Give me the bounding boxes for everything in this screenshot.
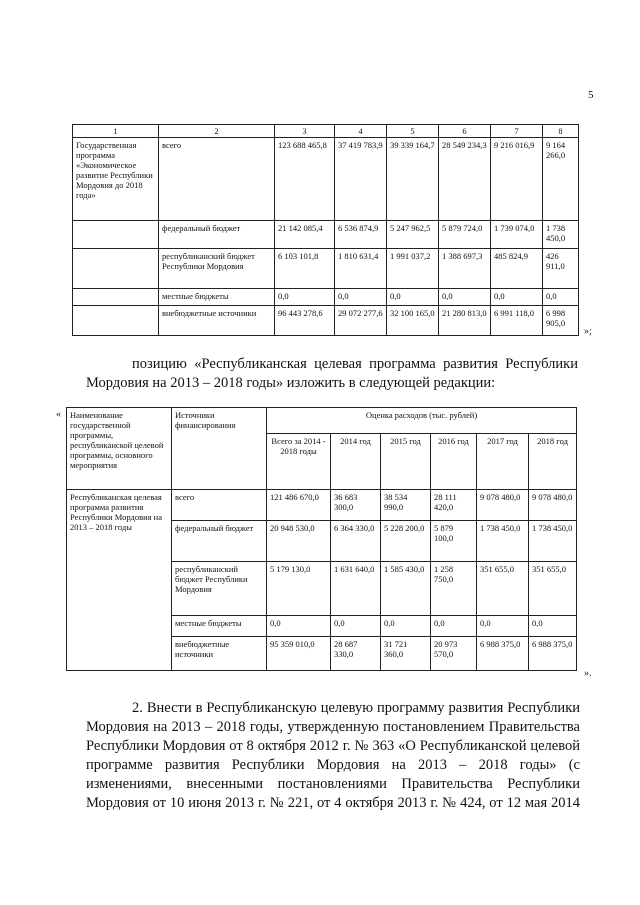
header-col: 2017 год [477,434,529,490]
value-cell: 29 072 277,6 [335,306,387,336]
value-cell: 5 879 724,0 [439,221,491,249]
value-cell: 426 911,0 [543,249,579,289]
source-cell: республиканский бюджет Республики Мордовия [159,249,275,289]
value-cell: 123 688 465,8 [275,138,335,221]
table-row [73,138,579,221]
value-cell: 1 991 037,2 [387,249,439,289]
value-cell: 0,0 [381,616,431,637]
value-cell: 38 534 990,0 [381,490,431,521]
paragraph-2-line: Республики Мордовия от 8 октября 2012 г. № 363 «О Республиканской целевой [86,738,580,754]
table1-end-mark: »; [584,326,592,337]
source-cell: республиканский бюджет Республики Мордовия [172,562,267,616]
paragraph-2-line: 2. Внести в Республиканскую целевую программу развития Республики [132,700,580,716]
header-cell: 2 [159,125,275,138]
value-cell: 0,0 [431,616,477,637]
value-cell: 6 536 874,9 [335,221,387,249]
value-cell: 1 631 640,0 [331,562,381,616]
value-cell: 28 687 330,0 [331,637,381,671]
program-name: Республиканская целевая программа развития Республики Мордовия на 2013 – 2018 годы [67,490,172,671]
paragraph-2-line: программе развития Республики Мордовия на 2013 – 2018 годы» (с [86,757,580,773]
value-cell: 5 247 962,5 [387,221,439,249]
source-cell: внебюджетные источники [172,637,267,671]
source-cell: федеральный бюджет [172,521,267,562]
header-estimate: Оценка расходов (тыс. рублей) [267,408,577,434]
value-cell: 0,0 [529,616,577,637]
value-cell: 6 988 375,0 [529,637,577,671]
value-cell: 9 078 480,0 [477,490,529,521]
value-cell: 6 364 330,0 [331,521,381,562]
value-cell: 20 948 530,0 [267,521,331,562]
table-target-program [66,407,577,671]
table-row [73,306,579,336]
header-col: 2016 год [431,434,477,490]
value-cell: 20 973 570,0 [431,637,477,671]
paragraph-2-line: Мордовия от 10 июня 2013 г. № 221, от 4 октября 2013 г. № 424, от 12 мая 2014 [86,795,580,811]
header-cell: 7 [491,125,543,138]
value-cell: 1 388 697,3 [439,249,491,289]
value-cell: 28 549 234,3 [439,138,491,221]
value-cell: 1 258 750,0 [431,562,477,616]
header-cell: 3 [275,125,335,138]
table-row [73,221,579,249]
table-row [73,249,579,289]
table-row [73,289,579,306]
value-cell: 121 486 670,0 [267,490,331,521]
value-cell: 37 419 783,9 [335,138,387,221]
source-cell: местные бюджеты [159,289,275,306]
value-cell: 0,0 [477,616,529,637]
source-cell: местные бюджеты [172,616,267,637]
header-cell: 6 [439,125,491,138]
header-cell: 8 [543,125,579,138]
value-cell: 0,0 [331,616,381,637]
value-cell: 1 810 631,4 [335,249,387,289]
table2-open-mark: « [56,409,61,420]
header-sources: Источники финансирования [172,408,267,490]
paragraph-2 [86,699,580,813]
value-cell: 1 738 450,0 [477,521,529,562]
table-row [67,490,577,521]
value-cell: 31 721 360,0 [381,637,431,671]
value-cell: 36 683 300,0 [331,490,381,521]
page-number: 5 [588,89,594,101]
value-cell: 351 655,0 [477,562,529,616]
value-cell: 39 339 164,7 [387,138,439,221]
paragraph-1-line-2: Мордовия на 2013 – 2018 годы» изложить в следующей редакции: [86,375,496,391]
source-cell: всего [159,138,275,221]
header-cell: 1 [73,125,159,138]
value-cell: 0,0 [335,289,387,306]
table-state-program [72,124,579,336]
value-cell: 0,0 [543,289,579,306]
value-cell: 6 103 101,8 [275,249,335,289]
value-cell: 28 111 420,0 [431,490,477,521]
header-cell: 5 [387,125,439,138]
value-cell: 1 585 430,0 [381,562,431,616]
paragraph-2-line: Мордовия на 2013 – 2018 годы, утвержденную постановлением Правительства [86,719,580,735]
value-cell: 1 738 450,0 [529,521,577,562]
value-cell: 6 988 375,0 [477,637,529,671]
value-cell: 0,0 [275,289,335,306]
value-cell: 5 179 130,0 [267,562,331,616]
source-cell: всего [172,490,267,521]
header-name: Наименование государственной программы, республиканской целевой программы, основного мероприятия [67,408,172,490]
value-cell: 351 655,0 [529,562,577,616]
table2-end-mark: ». [584,668,592,679]
header-col: Всего за 2014 - 2018 годы [267,434,331,490]
source-cell: федеральный бюджет [159,221,275,249]
header-cell: 4 [335,125,387,138]
table-header-row [73,125,579,138]
value-cell: 9 164 266,0 [543,138,579,221]
table-header-row [67,408,577,434]
value-cell: 5 879 100,0 [431,521,477,562]
header-col: 2018 год [529,434,577,490]
value-cell: 1 738 450,0 [543,221,579,249]
value-cell: 96 443 278,6 [275,306,335,336]
program-name: Государственная программа «Экономическое развитие Республики Мордовия до 2018 года» [73,138,159,221]
value-cell: 21 280 813,0 [439,306,491,336]
header-col: 2015 год [381,434,431,490]
value-cell: 0,0 [267,616,331,637]
value-cell: 95 359 010,0 [267,637,331,671]
paragraph-1-line-1: позицию «Республиканская целевая программа развития Республики [132,356,578,372]
value-cell: 6 991 118,0 [491,306,543,336]
header-col: 2014 год [331,434,381,490]
value-cell: 0,0 [387,289,439,306]
paragraph-2-line: изменениями, внесенными постановлениями Правительства Республики [86,776,580,792]
value-cell: 9 216 016,9 [491,138,543,221]
value-cell: 9 078 480,0 [529,490,577,521]
source-cell: внебюджетные источники [159,306,275,336]
value-cell: 1 739 074,0 [491,221,543,249]
value-cell: 32 100 165,0 [387,306,439,336]
value-cell: 21 142 085,4 [275,221,335,249]
value-cell: 0,0 [439,289,491,306]
value-cell: 6 998 905,0 [543,306,579,336]
value-cell: 485 824,9 [491,249,543,289]
value-cell: 5 228 200,0 [381,521,431,562]
value-cell: 0,0 [491,289,543,306]
